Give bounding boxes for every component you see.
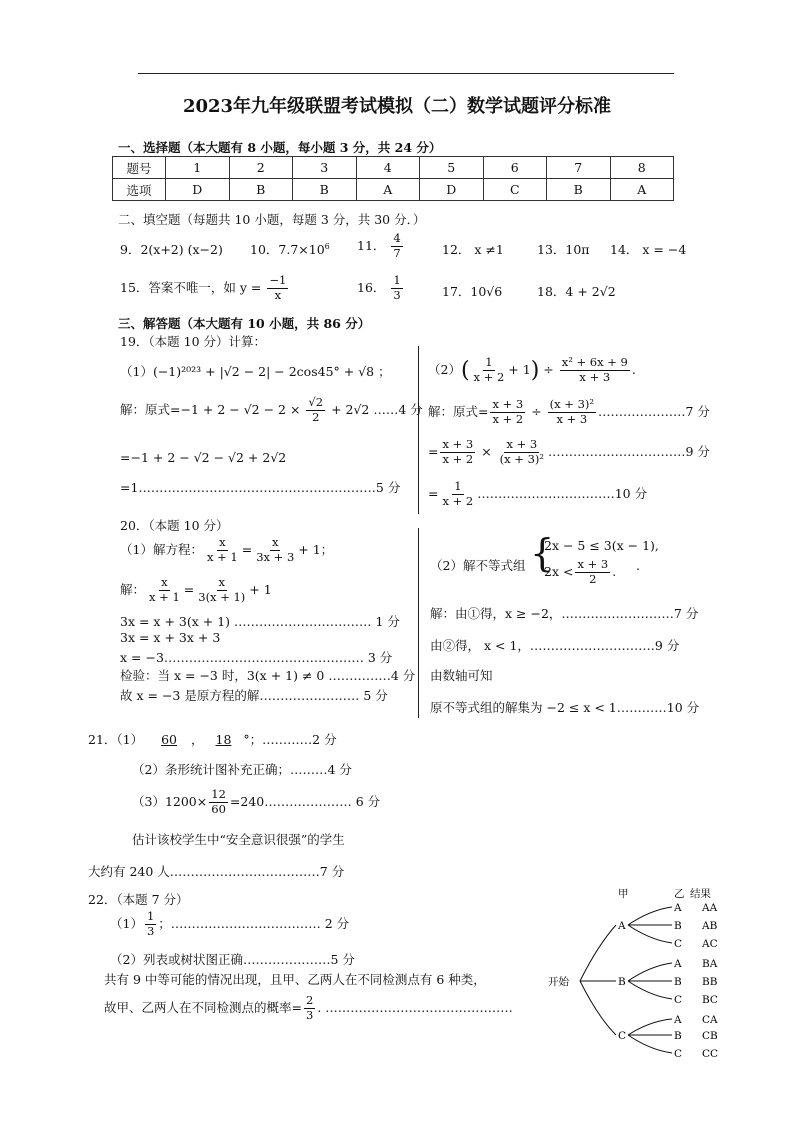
denominator: x [274,287,282,302]
numerator: 1 [393,273,401,287]
tree-col-jia: 甲 [618,888,629,900]
tree-branch [628,925,672,943]
step-text: 故甲、乙两人在不同检测点的概率= [104,999,302,1015]
step-score: ……………………………9 分 [548,443,710,459]
q21-conclusion: 估计该校学生中“安全意识很强”的学生 [132,832,345,847]
tree-result: BB [702,976,718,988]
answer-q12: 12． x ≠1 [442,242,504,257]
step-fraction [498,438,546,467]
tree-result: AB [702,920,718,932]
numerator: x² + 6x + 9 [561,355,628,369]
step-score: =240………………… 6 分 [229,793,381,809]
table-header-cell: 题号 [113,157,166,179]
q20-part1-step3: 3x = x + 3x + 3 [120,630,221,645]
part-label: （1） [110,915,143,931]
numerator: −1 [269,273,287,287]
answer-table [112,156,674,201]
numerator: 1 [146,909,155,923]
tree-branch [580,925,616,981]
q22-part2: （2）列表或树状图正确…………………5 分 [110,952,355,967]
tree-col-result: 结果 [690,888,711,900]
section1-heading: 一、选择题（本大题有 8 小题，每小题 3 分，共 24 分） [118,140,442,155]
tree-node-level1: B [618,976,626,988]
q10-label: 10． [250,242,279,257]
tree-node-level2: A [674,958,682,970]
step-fraction [209,788,228,817]
table-row [113,157,674,179]
q11-fraction [391,232,402,261]
q19-part1-step1 [120,396,423,425]
q20-part1-problem: （1）解方程： $\frac{x}{x + 1}$ = $\frac{x}{3x + 3}$ + 1； [120,535,334,564]
step-text: （3）1200× [132,793,208,809]
q19-part1-problem: （1）(−1)²⁰²³ + |√2 − 2| − 2cos45° + √8 ； [120,364,391,379]
tree-branch [628,981,672,999]
q21-part1: 21．（1） 60 ， 18 °；…………2 分 [88,732,337,747]
q21-part3 [132,788,380,817]
step-score: ；……………………………… 2 分 [158,915,350,931]
q22-explanation: 共有 9 中等可能的情况出现，且甲、乙两人在不同检测点有 6 种类， [104,972,486,987]
tree-branch [628,963,672,981]
tree-result: CC [702,1048,719,1060]
part-label: （1）解方程： [120,541,203,557]
answer-blank: 60 [161,732,177,747]
denominator: 3 [393,287,401,302]
numerator: √2 [308,395,324,409]
answer-q18: 18．4 + 2√2 [537,284,616,299]
table-cell: B [229,179,293,201]
q20-part2-step1: 解：由①得，x ≥ −2，………………………7 分 [430,606,699,621]
q22-probability [104,994,513,1023]
answer-q10 [250,240,330,258]
numerator: x + 3 [442,437,474,451]
denominator: x + 1 [206,549,238,564]
q20-part2-label: （2）解不等式组 [430,558,526,573]
q20-heading: 20．（本题 10 分） [120,518,229,533]
tree-branch [580,981,616,1035]
table-cell: D [420,179,484,201]
tree-result: AA [702,902,718,914]
answer-q11 [357,232,405,261]
plus-one: + 1 [249,581,272,597]
step-fraction [147,576,182,605]
column-divider [418,346,419,514]
div-sign: ÷ [543,361,554,377]
answer-q13: 13．10π [537,242,590,257]
numerator: 4 [393,231,401,245]
numerator: x + 3 [577,557,609,571]
plus-one: + 1； [298,541,334,557]
table-row [113,179,674,201]
tree-result: CB [702,1030,718,1042]
table-cell: A [356,179,420,201]
step-fraction [440,438,475,467]
denominator: (x + 3)² [499,451,544,466]
table-cell: 4 [356,157,420,179]
part-label: 21．（1） [88,732,144,747]
denominator: x + 2 [473,369,505,384]
q20-part2-end: . [636,558,640,573]
denominator: 3x + 3 [256,549,295,564]
tree-result: BC [702,994,718,1006]
denominator: x + 3 [579,369,611,384]
step-score: °；…………2 分 [243,732,337,747]
tree-branch [628,1019,672,1035]
q15-fraction [267,274,288,303]
step-fraction [196,576,247,605]
numerator: (x + 3)² [549,397,594,411]
denominator: 2 [312,409,320,424]
numerator: x + 3 [492,397,524,411]
numerator: 1 [485,355,493,369]
q11-label: 11． [357,237,386,253]
tree-root: 开始 [548,976,569,988]
denominator: 3 [146,923,155,938]
period: . [631,361,636,377]
tree-branch [628,907,672,925]
tree-node-level2: C [674,994,683,1006]
left-paren: ( [460,357,470,383]
right-paren: ) [530,357,540,383]
tree-col-yi: 乙 [674,888,685,900]
numerator: x + 3 [506,437,538,451]
numerator: 12 [211,787,226,801]
plus-one: + 1 [508,361,531,377]
tree-node-level2: A [674,902,682,914]
problem-fraction [205,536,240,565]
q15-text: 15．答案不唯一，如 y = [120,279,262,295]
denominator: 3 [305,1007,314,1022]
tree-node-level2: B [674,920,682,932]
denominator: x + 1 [149,589,180,604]
ineq-text: 2x < [544,563,574,579]
tree-node-level2: B [674,976,682,988]
q16-fraction [391,274,402,303]
q19-part1-step3: =1…………………………………………………5 分 [120,480,401,495]
table-cell: 7 [547,157,611,179]
step-text: 解：原式=−1 + 2 − √2 − 2 × [120,401,301,417]
q19-part2-step3: = $\frac{1}{x + 2}$ ……………………………10 分 [428,479,648,508]
answer-q16 [357,274,405,303]
numerator: 2 [305,993,314,1007]
step-text: 解： [120,581,146,597]
tree-node-level2: C [674,938,683,950]
q10-value: 7.7×10 [278,242,325,257]
step-fraction [304,994,315,1023]
table-cell: B [547,179,611,201]
page-title: 2023年九年级联盟考试模拟（二）数学试题评分标准 [182,96,612,117]
answer-q15 [120,274,290,303]
table-cell: 8 [610,157,674,179]
table-cell: 5 [420,157,484,179]
denominator: x + 2 [492,411,524,426]
step-score: + 2√2 ……4 分 [331,401,423,417]
table-cell: C [483,179,547,201]
denominator: 60 [211,801,226,816]
system-brace: { [530,531,555,575]
denominator: 3(x + 1) [198,589,246,604]
answer-blank: 18 [215,732,232,747]
q20-part2-step3: 由数轴可知 [430,668,493,683]
ineq-fraction [575,558,610,587]
column-divider [418,528,419,718]
tree-node-level2: A [674,1014,682,1026]
denominator: x + 3 [556,411,588,426]
table-cell: 1 [166,157,230,179]
q20-part1-step6: 故 x = −3 是原方程的解…………………… 5 分 [120,688,388,703]
table-cell: 2 [229,157,293,179]
denominator: 2 [589,571,597,586]
step-fraction [306,396,325,425]
table-cell: 6 [483,157,547,179]
table-cell: A [610,179,674,201]
problem-fraction [472,356,507,385]
q20-part2-step2: 由②得， x < 1，…………………………9 分 [430,638,680,653]
tree-node-level2: B [674,1030,682,1042]
numerator: x [219,535,226,549]
answer-q14: 14． x = −4 [610,242,687,257]
step-fraction [548,398,596,427]
table-cell: D [166,179,230,201]
q21-part2: （2）条形统计图补充正确；………4 分 [132,762,352,777]
q16-label: 16． [357,279,386,295]
tree-result: CA [702,1014,718,1026]
step-fraction [490,398,525,427]
q22-part1 [110,910,349,939]
q19-heading: 19．（本题 10 分）计算： [120,334,267,349]
inequality-1: 2x − 5 ≤ 3(x − 1), [544,538,659,553]
q21-conclusion-2: 大约有 240 人………………………………7 分 [88,864,345,879]
part-label: （2） [428,361,461,377]
section3-heading: 三、解答题（本大题有 10 小题，共 86 分） [118,316,371,331]
tree-node-level1: C [618,1030,627,1042]
answer-q17: 17．10√6 [442,284,503,299]
table-header-cell: 选项 [113,179,166,201]
numerator: x [271,535,279,549]
tree-result: BA [702,958,718,970]
top-rule [138,73,674,74]
denominator: 7 [393,245,401,260]
denominator: x + 2 [442,493,474,508]
q10-exponent: 6 [324,241,330,251]
q20-part1-step4: x = −3………………………………………… 3 分 [120,650,393,665]
q19-part1-step2: =−1 + 2 − √2 − √2 + 2√2 [120,450,287,465]
q19-part2-step1: 解：原式= $\frac{x + 3}{x + 2}$ ÷ $\frac{\text{(x + 3)²}}{x + 3}$ …………………7 分 [428,397,710,426]
step-score: . ……………………………………… [317,999,513,1015]
problem-fraction [560,356,630,385]
answer-q9: 9．2(x+2) (x−2) [120,242,223,257]
probability-tree [540,885,730,1063]
tree-node-level1: A [618,920,626,932]
q20-part1-step2: 3x = x + 3(x + 1) …………………………… 1 分 [120,614,400,629]
problem-fraction [254,536,296,565]
step-fraction [145,910,156,939]
numerator: x [161,575,168,589]
q22-heading: 22．（本题 7 分） [88,892,189,907]
denominator: x + 2 [442,451,474,466]
table-cell: 3 [293,157,357,179]
step-text: 解：原式= [428,403,489,419]
table-cell: B [293,179,357,201]
q20-part2-step4: 原不等式组的解集为 −2 ≤ x < 1…………10 分 [430,700,700,715]
numerator: 1 [454,479,462,493]
numerator: x [218,575,226,589]
step-score: …………………7 分 [598,403,710,419]
section2-heading: 二、填空题（每题共 10 小题，每题 3 分，共 30 分．） [118,212,426,227]
q20-part1-step1: 解： $\frac{x}{x + 1}$ = $\frac{x}{3(x + 1)}$ + 1 [120,575,272,604]
step-fraction [440,480,475,509]
q19-part2-problem [428,356,636,385]
tree-node-level2: C [674,1048,683,1060]
tree-branch [628,1035,672,1053]
inequality-2: 2x < $\frac{x + 3}{2}$ . [544,557,617,586]
tree-result: AC [702,938,718,950]
q19-part2-step2: = $\frac{x + 3}{x + 2}$ × $\frac{x + 3}{\text{(x + 3)²}}$ ……………………………9 分 [428,437,710,466]
q20-part1-step5: 检验：当 x = −3 时，3(x + 1) ≠ 0 ……………4 分 [120,668,416,683]
step-score: ……………………………10 分 [477,485,648,501]
